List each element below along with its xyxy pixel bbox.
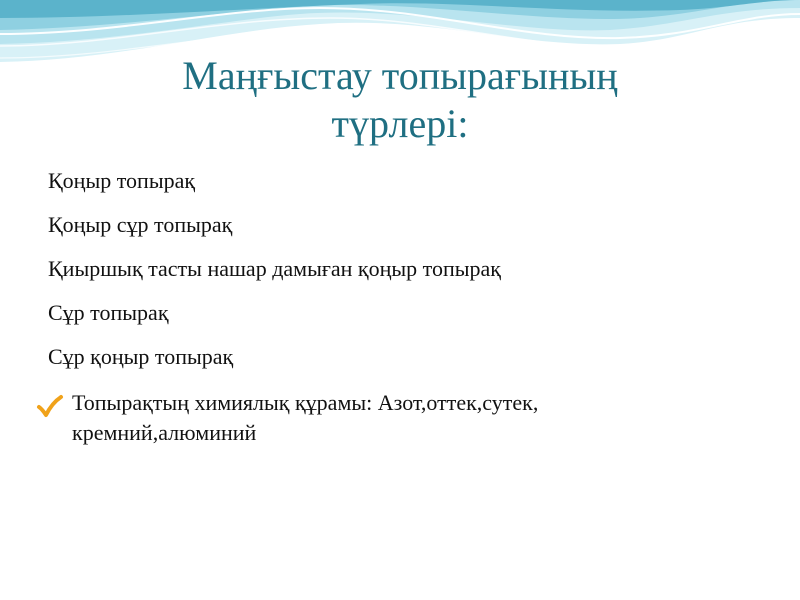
list-item: Қиыршық тасты нашар дамыған қоңыр топырақ [48,256,501,281]
slide-title-line-2: түрлері: [331,101,469,146]
list-item: Сұр топырақ [48,300,169,325]
slide-title-line-1: Маңғыстау топырағының [182,53,618,98]
chemical-composition-line-1: Топырақтың химиялық құрамы: Азот,оттек,сутек, [72,390,539,415]
chemical-composition-line-2: кремний,алюминий [72,420,257,445]
soil-types-list [48,168,748,448]
list-item: Қоңыр сұр топырақ [48,212,233,237]
checkmark-icon [36,394,64,418]
list-item: Қоңыр топырақ [48,168,196,193]
list-item: Сұр қоңыр топырақ [48,344,234,369]
chemical-composition-item [48,388,748,448]
slide-title [100,52,700,148]
